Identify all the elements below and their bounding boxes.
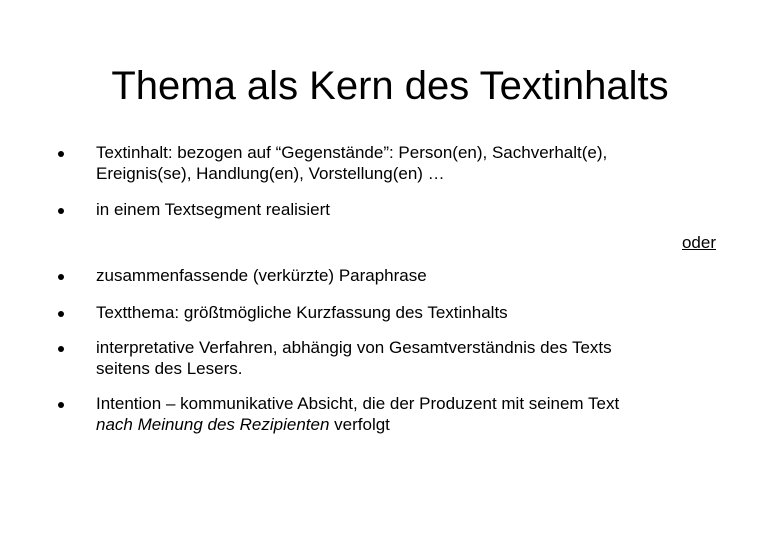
bullet-line: Textthema: größtmögliche Kurzfassung des Textinhalts bbox=[96, 303, 508, 322]
bullet-dot bbox=[58, 274, 64, 280]
bullet-dot bbox=[58, 208, 64, 214]
bullet-text bbox=[96, 199, 708, 220]
bullet-line: Textinhalt: bezogen auf “Gegenstände”: Person(en), Sachverhalt(e), bbox=[96, 143, 608, 162]
bullet-text bbox=[96, 337, 708, 379]
bullet-dot bbox=[58, 346, 64, 352]
bullet-line-mixed bbox=[96, 414, 708, 435]
separator-oder: oder bbox=[681, 233, 716, 252]
bullet-line: interpretative Verfahren, abhängig von Gesamtverständnis des Texts bbox=[96, 338, 612, 357]
bullet-text bbox=[96, 302, 708, 323]
bullet-text bbox=[96, 142, 708, 184]
bullet-line-rest: verfolgt bbox=[329, 415, 390, 434]
italic-phrase: nach Meinung des Rezipienten bbox=[96, 415, 330, 434]
bullet-line: Ereignis(se), Handlung(en), Vorstellung(en) … bbox=[96, 164, 445, 183]
bullet-dot bbox=[58, 402, 64, 408]
bullet-line: seitens des Lesers. bbox=[96, 359, 243, 378]
bullet-line: zusammenfassende (verkürzte) Paraphrase bbox=[96, 266, 427, 285]
bullet-dot bbox=[58, 151, 64, 157]
slide-title: Thema als Kern des Textinhalts bbox=[111, 64, 669, 108]
bullet-dot bbox=[58, 311, 64, 317]
bullet-line: in einem Textsegment realisiert bbox=[96, 200, 331, 219]
bullet-line: Intention – kommunikative Absicht, die der Produzent mit seinem Text bbox=[96, 394, 620, 413]
bullet-text bbox=[96, 265, 708, 286]
bullet-text bbox=[96, 393, 708, 435]
